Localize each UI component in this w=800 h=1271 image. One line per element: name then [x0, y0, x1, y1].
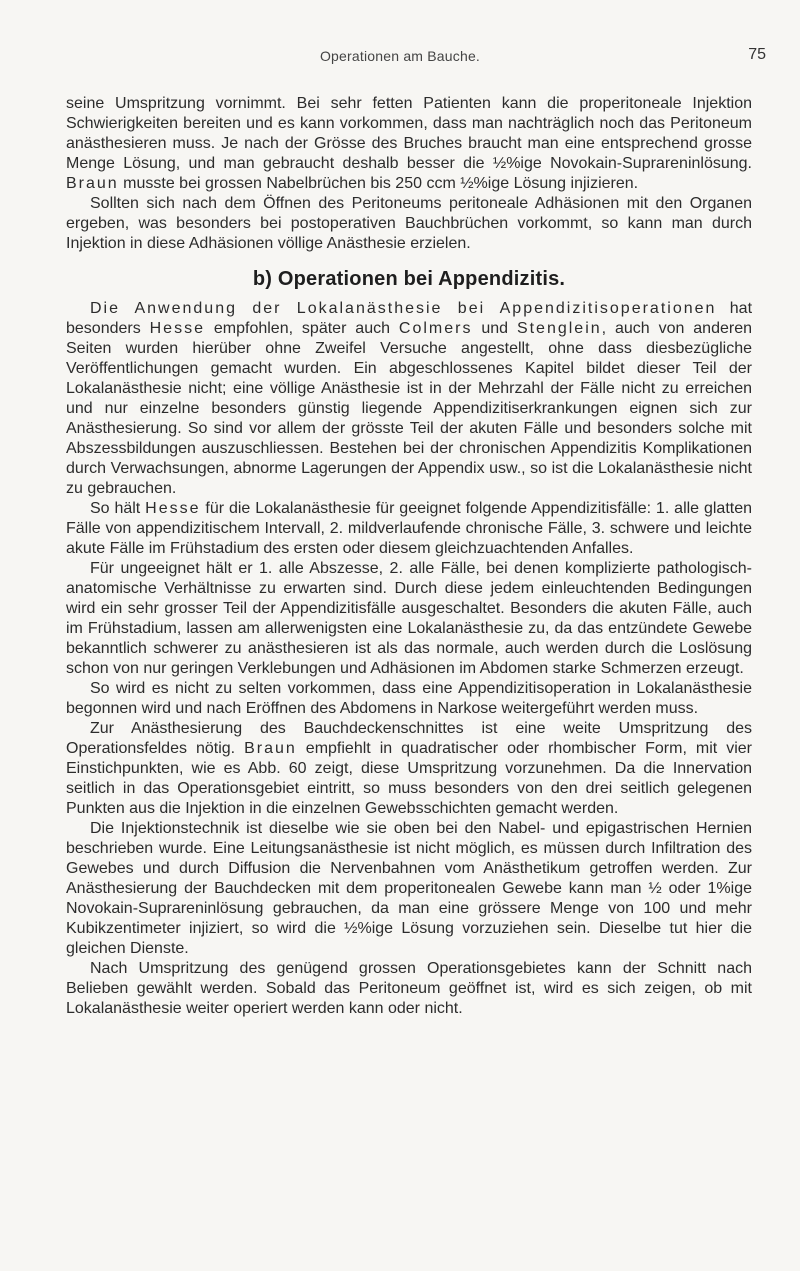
author-name: Hesse [145, 500, 201, 517]
paragraph-text: und [472, 320, 517, 337]
body-text [66, 94, 752, 1019]
paragraph-text: Zur Anästhesierung des Bauchdeckenschnittes ist eine weite Umspritzung des Operationsfeldes nötig. [66, 720, 752, 757]
paragraph-narcosis: So wird es nicht zu selten vorkommen, dass eine Appendizitisoperation in Lokalanästhesie begonnen wird und nach Eröffnen des Abdomens in Narkose weitergeführt werden muss. [66, 680, 752, 717]
author-name: Stenglein [516, 320, 602, 337]
author-name: Hesse [149, 320, 205, 337]
author-name: Colmers [398, 320, 473, 337]
running-title: Operationen am Bauche. [319, 48, 481, 64]
paragraph-continuation [66, 94, 752, 194]
author-name: Braun [244, 740, 297, 757]
paragraph-adhesions: Sollten sich nach dem Öffnen des Peritoneums peritoneale Adhäsionen mit den Organen ergeben, was besonders bei postoperativen Bauchbrüchen vorkommt, so kann man durch Injektion in diese Adhäsionen völlige Anästhesie erzielen. [66, 195, 752, 252]
paragraph-text: hat besonders [66, 300, 753, 337]
paragraph-injection-technique: Die Injektionstechnik ist dieselbe wie sie oben bei den Nabel- und epigastrischen Hernien beschrieben wurde. Eine Leitungsanästhesie ist nicht möglich, es müssen durch Infiltration des Gewebes und durch Diffusion die Nervenbahnen vom Anästhetikum getroffen werden. Zur Anästhesierung der Bauchdecken mit dem properitonealen Gewebe kann man ½ oder 1%ige Novokain-Suprareninlösung gebrauchen, da man eine grössere Menge von 100 und mehr Kubikzentimeter injiziert, so wird die ½%ige Lösung vorzuziehen sein. Dieselbe tut hier die gleichen Dienste. [66, 820, 752, 957]
paragraph-text: empfohlen, später auch [204, 320, 399, 337]
paragraph-text: für die Lokalanästhesie für geeignet folgende Appendizitisfälle: 1. alle glatten Fälle von appendizitischem Intervall, 2. mildverlaufende chronische Fälle, 3. schwere und leichte akute Fälle im Frühstadium des ersten oder diesem gleichzuachtenden Anfalles. [66, 500, 753, 557]
running-head [0, 44, 800, 68]
page-number: 75 [748, 46, 766, 63]
paragraph-abdominal-incision [66, 719, 752, 819]
paragraph-intro [66, 299, 752, 499]
paragraph-suitable-cases [66, 499, 752, 559]
paragraph-text: , auch von anderen Seiten wurden hierüber ohne Zweifel Versuche angestellt, ohne dass diesbezügliche Veröffentlichungen gemacht wurden. Ein abgeschlossenes Kapitel bildet dieser Teil der Lokalanästhesie nicht; eine völlige Anästhesie ist in der Mehrzahl der Fälle nicht zu erreichen und nur einzelne besonders günstig liegende Appendizitiserkrankungen eignen sich zur Anästhesierung. So sind vor allem der grösste Teil der akuten Fälle und besonders solche mit Abszessbildungen auszuschliessen. Bestehen bei der chronischen Appendizitis Komplikationen durch Verwachsungen, abnorme Lagerungen der Appendix usw., so ist die Lokalanästhesie nicht zu gebrauchen. [66, 320, 752, 497]
section-heading: b) Operationen bei Appendizitis. [252, 268, 566, 290]
paragraph-text: empfiehlt in quadratischer oder rhombischer Form, mit vier Einstichpunkten, wie es Abb. 60 zeigt, diese Umspritzung vorzunehmen. Da die Innervation seitlich in das Operationsgebiet eintritt, so muss besonders von den drei seitlich gelegenen Punkten aus die Injektion in die einzelnen Gewebsschichten gemacht werden. [66, 740, 752, 817]
paragraph-text: musste bei grossen Nabelbrüchen bis 250 ccm ½%ige Lösung injizieren. [118, 175, 639, 192]
paragraph-unsuitable-cases: Für ungeeignet hält er 1. alle Abszesse, 2. alle Fälle, bei denen komplizierte pathologisch-anatomische Verhältnisse zu erwarten sind. Durch diese jedem einleuchtenden Bedingungen wird ein sehr grosser Teil der Appendizitisfälle ausgeschaltet. Besonders die akuten Fälle, auch im Frühstadium, lassen am allerwenigsten eine Lokalanästhesie zu, da das entzündete Gewebe bekanntlich schwerer zu anästhesieren ist als das normale, auch werden durch die Loslösung schon von nur geringen Verklebungen und Adhäsionen im Abdomen starke Schmerzen erzeugt. [66, 560, 752, 677]
paragraph-incision-choice: Nach Umspritzung des genügend grossen Operationsgebietes kann der Schnitt nach Belieben gewählt werden. Sobald das Peritoneum geöffnet ist, wird es sich zeigen, ob mit Lokalanästhesie weiter operiert werden kann oder nicht. [66, 960, 752, 1017]
lead-phrase: Die Anwendung der Lokalanästhesie bei Appendizitisoperationen [90, 300, 717, 317]
paragraph-text: So hält [90, 500, 146, 517]
paragraph-text: seine Umspritzung vornimmt. Bei sehr fetten Patienten kann die properitoneale Injektion Schwierigkeiten bereiten und es kann vorkommen, dass man nachträglich noch das Peritoneum anästhesieren muss. Je nach der Grösse des Bruches braucht man eine entsprechend grosse Menge Lösung, und man gebraucht deshalb besser die ½%ige Novokain-Suprareninlösung. [66, 95, 752, 172]
author-name: Braun [66, 175, 119, 192]
